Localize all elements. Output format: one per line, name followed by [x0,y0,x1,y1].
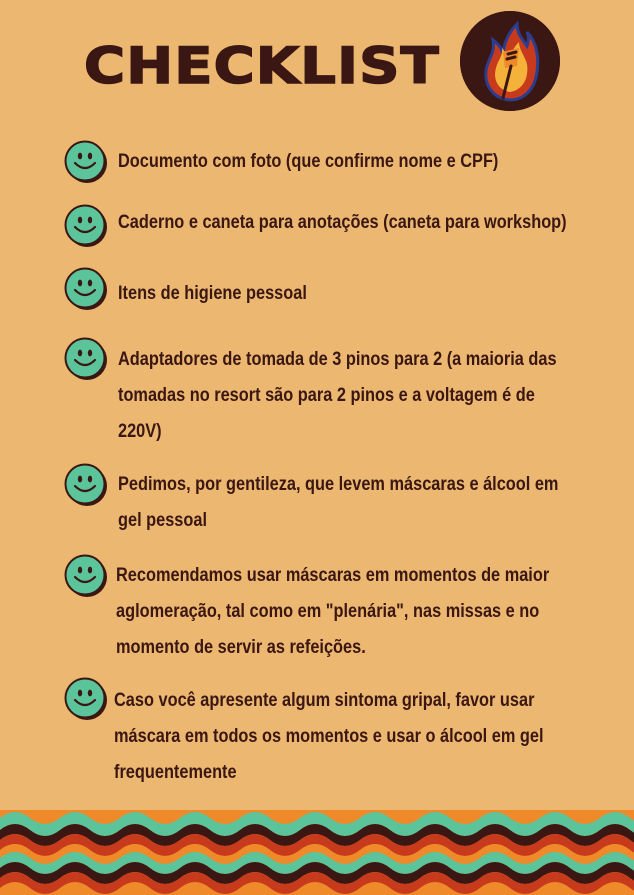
smiley-face-icon [64,337,108,381]
smiley-face-icon [64,204,108,248]
checklist-item-text: Adaptadores de tomada de 3 pinos para 2 (a maioria das tomadas no resort são para 2 pinos e a voltagem é de 220V) [118,349,557,442]
smiley-face-icon [64,267,108,311]
smiley-face-icon [64,554,108,598]
flame-guitar-logo-icon [459,10,561,112]
checklist-item-text: Caso você apresente algum sintoma gripal, favor usar máscara em todos os momentos e usar o álcool em gel frequentemente [114,690,544,783]
checklist-item-text: Caderno e caneta para anotações (caneta para workshop) [118,212,567,233]
checklist-item-text: Pedimos, por gentileza, que levem máscaras e álcool em gel pessoal [118,474,559,531]
checklist-item-text: Itens de higiene pessoal [118,283,307,304]
smiley-face-icon [64,677,108,721]
decorative-wave-border [0,810,634,895]
checklist-item-text: Documento com foto (que confirme nome e CPF) [118,151,499,172]
page-title: CHECKLIST [84,37,440,95]
smiley-face-icon [64,140,108,184]
smiley-face-icon [64,463,108,507]
checklist-item-text: Recomendamos usar máscaras em momentos de maior aglomeração, tal como em "plenária", nas missas e no momento de servir as refeições. [116,565,550,658]
